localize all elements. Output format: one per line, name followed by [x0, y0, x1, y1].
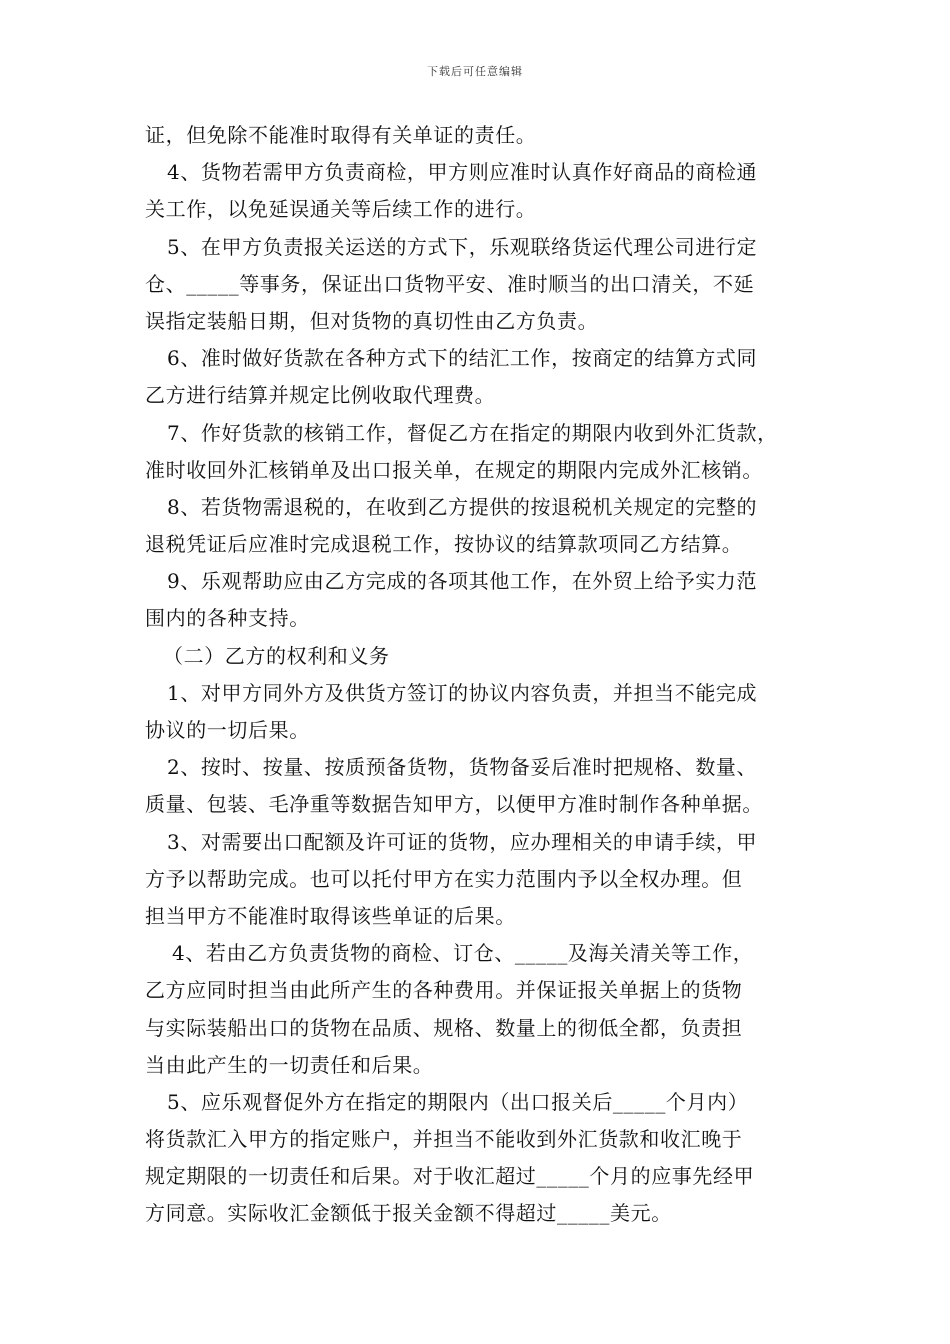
paragraph-line: 2、按时、按量、按质预备货物，货物备妥后准时把规格、数量、: [167, 755, 758, 780]
paragraph-line: 4、货物若需甲方负责商检，甲方则应准时认真作好商品的商检通: [167, 160, 758, 185]
paragraph-line: 3、对需要出口配额及许可证的货物，应办理相关的申请手续，甲: [167, 829, 758, 854]
paragraph-line: 方予以帮助完成。也可以托付甲方在实力范围内予以全权办理。但: [145, 866, 743, 891]
paragraph-line: 乙方应同时担当由此所产生的各种费用。并保证报关单据上的货物: [145, 978, 743, 1003]
paragraph-line: 围内的各种支持。: [145, 606, 310, 631]
paragraph-line: 将货款汇入甲方的指定账户，并担当不能收到外汇货款和收汇晚于: [145, 1127, 743, 1152]
paragraph-line: 6、准时做好货款在各种方式下的结汇工作，按商定的结算方式同: [167, 346, 758, 371]
paragraph-line: 质量、包装、毛净重等数据告知甲方，以便甲方准时制作各种单据。: [145, 792, 763, 817]
page-header: 下载后可任意编辑: [427, 65, 523, 78]
paragraph-line: 乙方进行结算并规定比例收取代理费。: [145, 383, 496, 408]
paragraph-line: 8、若货物需退税的，在收到乙方提供的按退税机关规定的完整的: [167, 494, 758, 519]
paragraph-line: 退税凭证后应准时完成退税工作，按协议的结算款项同乙方结算。: [145, 532, 743, 557]
paragraph-line: 方同意。实际收汇金额低于报关金额不得超过_____美元。: [145, 1201, 672, 1226]
paragraph-line: 与实际装船出口的货物在品质、规格、数量上的彻低全都，负责担: [145, 1015, 743, 1040]
paragraph-line: 证，但免除不能准时取得有关单证的责任。: [145, 123, 537, 147]
document-body: [145, 117, 807, 1233]
section-heading: （二）乙方的权利和义务: [163, 643, 390, 668]
paragraph-line: 4、若由乙方负责货物的商检、订仓、_____及海关清关等工作，: [172, 941, 754, 966]
paragraph-line: 5、在甲方负责报关运送的方式下，乐观联络货运代理公司进行定: [167, 234, 758, 259]
paragraph-line: 9、乐观帮助应由乙方完成的各项其他工作，在外贸上给予实力范: [167, 569, 758, 594]
paragraph-line: 5、应乐观督促外方在指定的期限内（出口报关后_____个月内）: [167, 1089, 749, 1114]
paragraph-line: 7、作好货款的核销工作，督促乙方在指定的期限内收到外汇货款，: [167, 420, 778, 445]
paragraph-line: 关工作，以免延误通关等后续工作的进行。: [145, 197, 537, 222]
paragraph-line: 1、对甲方同外方及供货方签订的协议内容负责，并担当不能完成: [167, 680, 758, 705]
paragraph-line: 仓、_____等事务，保证出口货物平安、准时顺当的出口清关，不延: [145, 271, 755, 296]
paragraph-line: 准时收回外汇核销单及出口报关单，在规定的期限内完成外汇核销。: [145, 457, 763, 482]
paragraph-line: 担当甲方不能准时取得该些单证的后果。: [145, 903, 516, 928]
paragraph-line: 误指定装船日期，但对货物的真切性由乙方负责。: [145, 308, 599, 333]
paragraph-line: 协议的一切后果。: [145, 718, 310, 742]
paragraph-line: 规定期限的一切责任和后果。对于收汇超过_____个月的应事先经甲: [145, 1164, 755, 1189]
paragraph-line: 当由此产生的一切责任和后果。: [145, 1052, 434, 1077]
